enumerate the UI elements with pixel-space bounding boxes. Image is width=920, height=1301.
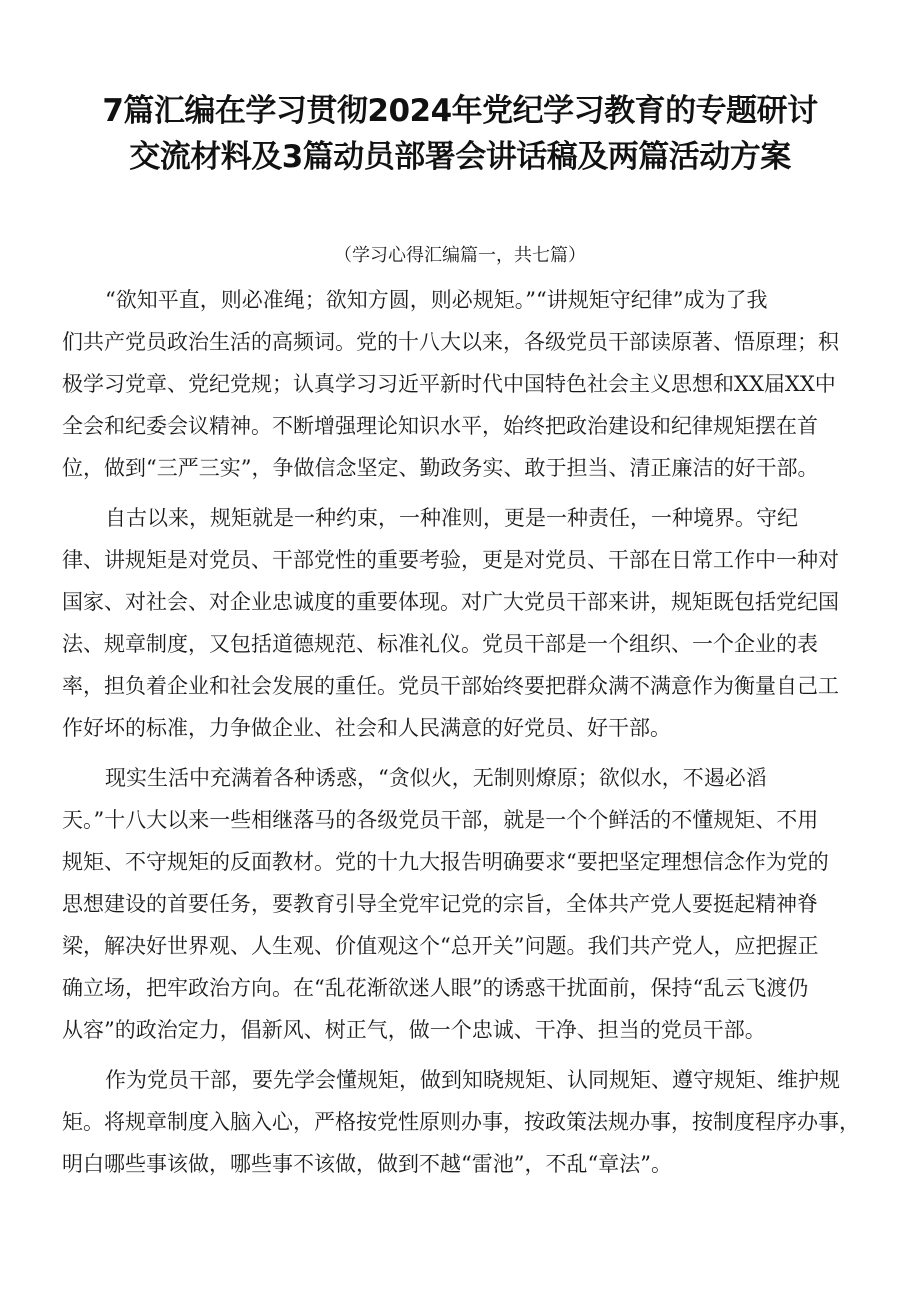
paragraph-4-line-1: 作为党员干部，要先学会懂规矩，做到知晓规矩、认同规矩、遵守规矩、维护规 bbox=[105, 1068, 840, 1092]
paragraph-4-line-2: 矩。将规章制度入脑入心，严格按党性原则办事，按政策法规办事，按制度程序办事， bbox=[62, 1110, 860, 1134]
paragraph-3-line-3: 规矩、不守规矩的反面教材。党的十九大报告明确要求“要把坚定理想信念作为党的 bbox=[62, 850, 829, 874]
paragraph-1-line-1: “欲知平直，则必准绳；欲知方圆，则必规矩。”“讲规矩守纪律”成为了我 bbox=[105, 288, 768, 312]
paragraph-2-line-4: 法、规章制度，又包括道德规范、标准礼仪。党员干部是一个组织、一个企业的表 bbox=[62, 632, 818, 656]
paragraph-3-line-1: 现实生活中充满着各种诱惑，“贪似火，无制则燎原；欲似水，不遏必滔 bbox=[105, 766, 767, 790]
paragraph-1-line-4: 全会和纪委会议精神。不断增强理论知识水平，始终把政治建设和纪律规矩摆在首 bbox=[62, 414, 818, 438]
paragraph-3-line-2: 天。”十八大以来一些相继落马的各级党员干部，就是一个个鲜活的不懂规矩、不用 bbox=[62, 808, 819, 832]
paragraph-1-line-2: 们共产党员政治生活的高频词。党的十八大以来，各级党员干部读原著、悟原理；积 bbox=[62, 330, 839, 354]
paragraph-2-line-1: 自古以来，规矩就是一种约束，一种准则，更是一种责任，一种境界。守纪 bbox=[105, 506, 798, 530]
document-title-line-1: 7篇汇编在学习贯彻2024年党纪学习教育的专题研讨 bbox=[102, 93, 818, 129]
paragraph-2-line-5: 率，担负着企业和社会发展的重任。党员干部始终要把群众满不满意作为衡量自己工 bbox=[62, 674, 839, 698]
paragraph-2-line-6: 作好坏的标准，力争做企业、社会和人民满意的好党员、好干部。 bbox=[62, 716, 671, 740]
paragraph-3-line-4: 思想建设的首要任务，要教育引导全党牢记党的宗旨，全体共产党人要挺起精神脊 bbox=[62, 892, 818, 916]
document-title-line-2: 交流材料及3篇动员部署会讲话稿及两篇活动方案 bbox=[129, 139, 791, 175]
paragraph-2-line-2: 律、讲规矩是对党员、干部党性的重要考验，更是对党员、干部在日常工作中一种对 bbox=[62, 548, 839, 572]
paragraph-1-line-5: 位，做到“三严三实”，争做信念坚定、勤政务实、敢于担当、清正廉洁的好干部。 bbox=[62, 456, 819, 480]
paragraph-3-line-5: 梁，解决好世界观、人生观、价值观这个“总开关”问题。我们共产党人，应把握正 bbox=[62, 934, 819, 958]
section-subtitle: （学习心得汇编篇一，共七篇） bbox=[334, 245, 586, 266]
paragraph-1-line-3: 极学习党章、党纪党规；认真学习习近平新时代中国特色社会主义思想和XX届XX中 bbox=[62, 372, 836, 396]
paragraph-4-line-3: 明白哪些事该做，哪些事不该做，做到不越“雷池”，不乱“章法”。 bbox=[62, 1152, 672, 1176]
paragraph-2-line-3: 国家、对社会、对企业忠诚度的重要体现。对广大党员干部来讲，规矩既包括党纪国 bbox=[62, 590, 839, 614]
paragraph-3-line-7: 从容”的政治定力，倡新风、树正气，做一个忠诚、干净、担当的党员干部。 bbox=[62, 1018, 766, 1042]
paragraph-3-line-6: 确立场，把牢政治方向。在“乱花渐欲迷人眼”的诱惑干扰面前，保持“乱云飞渡仍 bbox=[62, 976, 809, 1000]
